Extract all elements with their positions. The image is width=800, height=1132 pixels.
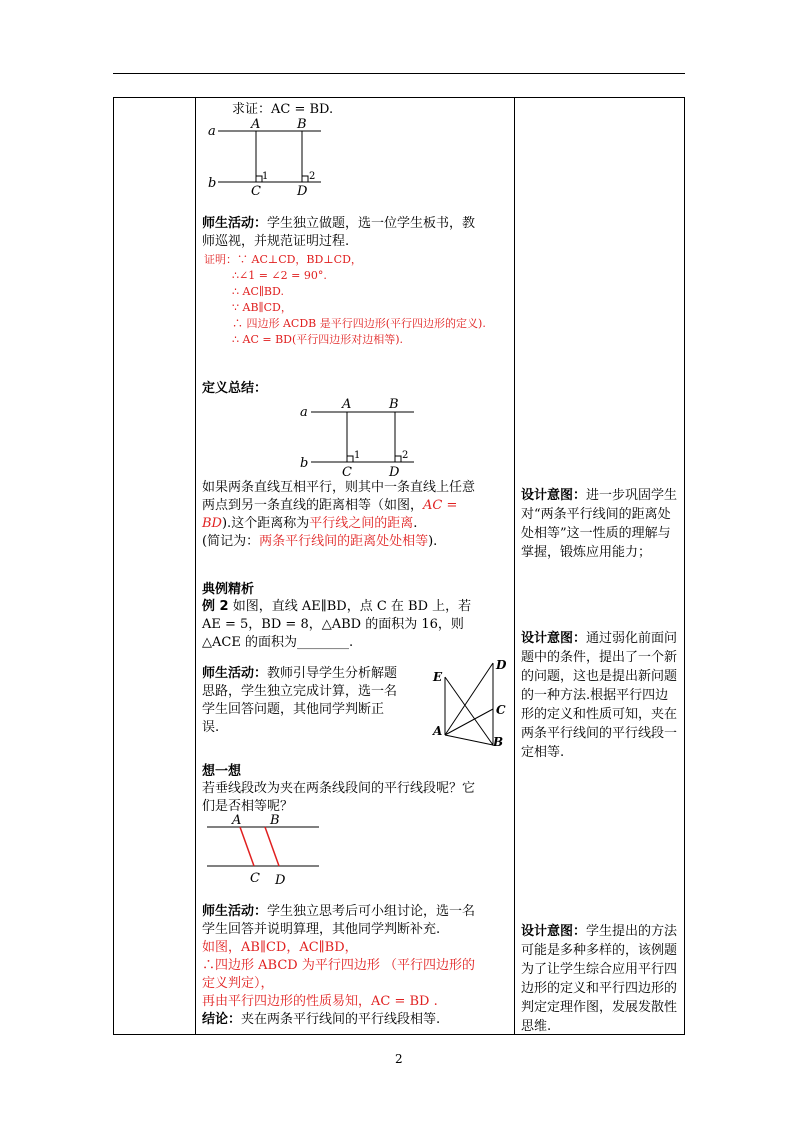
- def-line-1: 如果两条直线互相平行，则其中一条直线上任意: [202, 480, 476, 495]
- label-b: b: [300, 456, 309, 471]
- def-red: BD: [202, 516, 222, 531]
- def-line-4: [202, 533, 437, 550]
- design-intent-3: [521, 922, 681, 1036]
- label-B: B: [297, 117, 307, 132]
- activity-3-line-2: 思路，学生独立完成计算，选一名: [202, 684, 398, 699]
- def-text: (简记为：: [202, 534, 260, 549]
- think-heading: 想一想: [202, 764, 242, 779]
- analysis-line-3: 定义判定），: [202, 976, 274, 991]
- activity-text: 学生独立思考后可小组讨论，选一名: [267, 904, 476, 919]
- conclusion-text: 夹在两条平行线间的平行线段相等.: [241, 1012, 441, 1027]
- figure-example-2: [430, 655, 510, 755]
- label-D: D: [496, 658, 507, 672]
- example-line-2: AE = 5，BD = 8，△ABD 的面积为 16，则: [202, 617, 464, 632]
- activity-label: 师生活动：: [202, 216, 268, 231]
- label-b: b: [208, 176, 217, 191]
- label-a: a: [300, 405, 308, 420]
- proof-line-6: ∴ AC = BD(平行四边形对边相等).: [232, 333, 404, 346]
- header-rule: [113, 73, 685, 74]
- label-angle-1: 1: [354, 450, 361, 461]
- def-term: 平行线之间的距离: [309, 516, 414, 531]
- conclusion: [202, 1011, 440, 1028]
- label-angle-1: 1: [262, 171, 269, 182]
- activity-1: [202, 215, 475, 232]
- def-text: 两点到另一条直线的距离相等（如图，: [202, 498, 424, 513]
- activity-3-line-3: 学生回答问题，其他同学判断正: [202, 702, 385, 717]
- activity-1-cont: 师巡视，并规范证明过程.: [202, 234, 350, 249]
- think-line-1: 若垂线段改为夹在两条线段间的平行线段呢？它: [202, 781, 476, 796]
- think-line-2: 们是否相等呢？: [202, 799, 294, 814]
- intent-text: 通过弱化前面问题中的条件，提出了一个新的问题，这也是提出新问题的一种方法.根据平行四边形的定义和性质可知，夹在两条平行线间的平行线段一定相等.: [521, 631, 678, 760]
- proof-line-2: ∴∠1 = ∠2 = 90°.: [232, 269, 327, 282]
- example-heading: 典例精析: [202, 582, 255, 597]
- label-C: C: [496, 703, 506, 717]
- example-line-3: △ACE 的面积为________.: [202, 635, 354, 650]
- design-intent-1: [521, 486, 681, 562]
- analysis-line-4: 再由平行四边形的性质易知，AC = BD .: [202, 994, 438, 1009]
- label-B: B: [270, 813, 280, 828]
- label-angle-2: 2: [309, 171, 316, 182]
- definition-heading: 定义总结：: [202, 381, 268, 396]
- table-divider-2: [514, 97, 515, 1035]
- label-C: C: [342, 465, 352, 478]
- example-line-1: [202, 598, 471, 615]
- intent-label: 设计意图：: [521, 488, 587, 503]
- activity-3: [202, 665, 397, 682]
- label-A: A: [342, 397, 352, 412]
- proof-line-5: ∴ 四边形 ACDB 是平行四边形(平行四边形的定义).: [232, 317, 486, 330]
- activity-3-line-4: 误.: [202, 720, 220, 735]
- def-red: AC =: [423, 498, 458, 513]
- activity-4-line-2: 学生回答并说明算理，其他同学判断补充.: [202, 922, 441, 937]
- conclusion-label: 结论：: [202, 1012, 242, 1027]
- activity-label: 师生活动：: [202, 666, 268, 681]
- proof-line-4: ∵ AB∥CD，: [232, 301, 292, 314]
- analysis-line-2: ∴四边形 ABCD 为平行四边形 （平行四边形的: [202, 958, 475, 973]
- proof-line-3: ∴ AC∥BD.: [232, 285, 284, 298]
- def-line-3: [202, 515, 417, 532]
- intent-label: 设计意图：: [521, 631, 587, 646]
- label-A: A: [251, 117, 261, 132]
- def-summary: 两条平行线间的距离处处相等: [259, 534, 429, 549]
- def-text: ).这个距离称为: [221, 516, 310, 531]
- label-E: E: [433, 670, 443, 684]
- page-number: 2: [395, 1052, 403, 1066]
- lesson-table: [113, 97, 685, 1035]
- label-D: D: [297, 184, 308, 196]
- def-text: ).: [428, 534, 438, 549]
- label-A: A: [433, 724, 443, 738]
- activity-text: 学生独立做题，选一位学生板书，教: [267, 216, 476, 231]
- activity-4: [202, 903, 475, 920]
- table-divider-1: [195, 97, 196, 1035]
- label-C: C: [250, 871, 260, 886]
- figure-perpendicular-1: [203, 116, 328, 196]
- label-B: B: [493, 735, 504, 749]
- intent-label: 设计意图：: [521, 924, 587, 939]
- label-D: D: [275, 873, 286, 888]
- prove-statement: 求证：AC = BD.: [232, 102, 334, 117]
- label-a: a: [208, 124, 216, 139]
- label-angle-2: 2: [402, 450, 409, 461]
- example-text: 如图，直线 AE∥BD，点 C 在 BD 上，若: [232, 599, 472, 614]
- def-line-2: [202, 497, 457, 514]
- figure-parallel-segments: [203, 810, 328, 888]
- proof-line-1: 证明：∵ AC⊥CD，BD⊥CD，: [204, 253, 362, 266]
- example-label: 例 2: [202, 599, 229, 614]
- figure-perpendicular-2: [296, 396, 421, 478]
- analysis-line-1: 如图，AB∥CD，AC∥BD，: [202, 940, 358, 955]
- label-D: D: [389, 465, 400, 478]
- label-B: B: [389, 397, 399, 412]
- activity-text: 教师引导学生分析解题: [267, 666, 398, 681]
- design-intent-2: [521, 629, 681, 762]
- def-text: .: [413, 516, 418, 531]
- intent-text: 学生提出的方法可能是多种多样的，该例题为了让学生综合应用平行四边形的定义和平行四边形的判定定理作图，发展发散性思维.: [521, 924, 678, 1034]
- label-C: C: [251, 184, 261, 196]
- activity-label: 师生活动：: [202, 904, 268, 919]
- label-A: A: [232, 813, 242, 828]
- intent-text: 进一步巩固学生对“两条平行线间的距离处处相等”这一性质的理解与掌握，锻炼应用能力；: [521, 488, 678, 560]
